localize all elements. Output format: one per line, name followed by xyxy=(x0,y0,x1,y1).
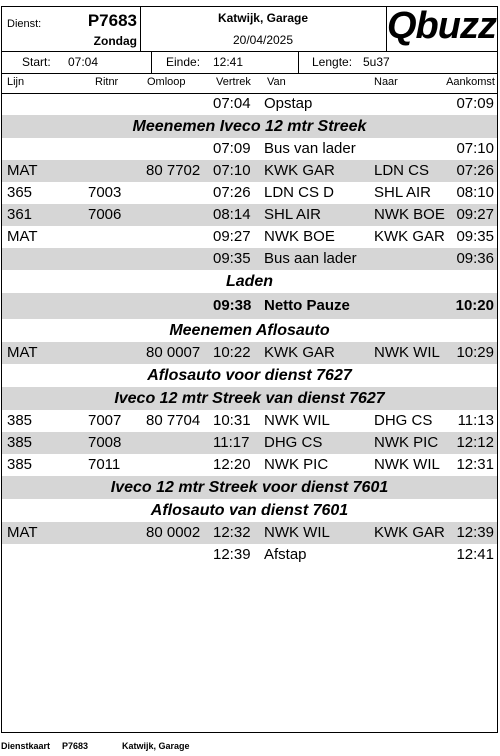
footer-card-label: Dienstkaart xyxy=(1,741,51,751)
qbuzz-logo: Qbuzz xyxy=(387,5,496,47)
section-heading: Meenemen Iveco 12 mtr Streek xyxy=(2,115,497,138)
cell-departure: 10:22 xyxy=(213,344,251,361)
section-heading: Meenemen Aflosauto xyxy=(169,322,330,339)
cell-arrival: 10:20 xyxy=(455,297,494,314)
footer-location: Katwijk, Garage xyxy=(122,741,190,751)
cell-departure: 10:31 xyxy=(213,412,251,429)
cell-departure: 07:10 xyxy=(213,162,251,179)
cell-departure: 12:39 xyxy=(213,546,251,563)
trip-row xyxy=(2,160,497,182)
cell-arrival: 12:39 xyxy=(456,524,494,541)
cell-to: KWK GAR xyxy=(374,524,445,541)
trip-row xyxy=(2,248,497,270)
cell-to: SHL AIR xyxy=(374,184,431,201)
cell-arrival: 09:27 xyxy=(456,206,494,223)
trip-row xyxy=(2,522,497,544)
cell-from: Bus van lader xyxy=(264,140,356,157)
cell-arrival: 07:10 xyxy=(456,140,494,157)
col-trip: Ritnr xyxy=(95,76,119,88)
cell-departure: 11:17 xyxy=(213,434,250,451)
cell-from: NWK PIC xyxy=(264,456,329,473)
cell-from: KWK GAR xyxy=(264,162,335,179)
card-header xyxy=(2,7,497,52)
cell-to: NWK WIL xyxy=(374,456,440,473)
section-heading: Laden xyxy=(225,273,274,290)
cell-departure: 09:35 xyxy=(213,250,251,267)
cell-arrival: 09:36 xyxy=(456,250,494,267)
cell-line: 361 xyxy=(7,206,33,223)
date: 20/04/2025 xyxy=(232,33,294,47)
cell-arrival: 09:35 xyxy=(456,228,494,245)
section-heading: Aflosauto voor dienst 7627 xyxy=(147,367,352,384)
trip-row xyxy=(2,138,497,160)
cell-line: MAT xyxy=(7,524,38,541)
cell-trip: 7003 xyxy=(88,184,122,201)
duty-number: P7683 xyxy=(87,11,137,30)
cell-arrival: 12:41 xyxy=(456,546,494,563)
trip-row xyxy=(2,544,497,566)
end-label: Einde: xyxy=(166,55,201,69)
cell-to: KWK GAR xyxy=(374,228,445,245)
cell-arrival: 10:29 xyxy=(456,344,494,361)
trip-row xyxy=(2,182,497,204)
cell-line: MAT xyxy=(7,344,38,361)
duty-cell xyxy=(2,7,141,51)
trip-list xyxy=(2,93,497,566)
cell-block: 80 7704 xyxy=(146,412,201,429)
column-header xyxy=(2,73,497,94)
cell-block: 80 0007 xyxy=(146,344,201,361)
day-name: Zondag xyxy=(93,34,137,48)
cell-arrival: 07:26 xyxy=(456,162,494,179)
col-line: Lijn xyxy=(7,76,25,88)
col-from: Van xyxy=(267,76,286,88)
trip-row xyxy=(2,454,497,476)
section-heading: Aflosauto van dienst 7601 xyxy=(150,502,349,519)
trip-row xyxy=(2,226,497,248)
col-to: Naar xyxy=(374,76,398,88)
cell-to: NWK WIL xyxy=(374,344,440,361)
cell-from: NWK WIL xyxy=(264,412,330,429)
cell-from: Opstap xyxy=(264,95,313,112)
location: Katwijk, Garage xyxy=(217,11,309,25)
section-heading: Iveco 12 mtr Streek voor dienst 7601 xyxy=(2,476,497,499)
cell-to: NWK PIC xyxy=(374,434,439,451)
start-time: 07:04 xyxy=(68,55,99,69)
cell-departure: 12:20 xyxy=(213,456,251,473)
cell-arrival: 12:31 xyxy=(456,456,494,473)
pause-row xyxy=(2,293,497,319)
cell-departure: 07:04 xyxy=(213,95,251,112)
col-block: Omloop xyxy=(147,76,186,88)
cell-line: MAT xyxy=(7,162,38,179)
cell-arrival: 08:10 xyxy=(456,184,494,201)
cell-trip: 7011 xyxy=(88,456,121,473)
cell-line: 365 xyxy=(7,184,33,201)
cell-from: SHL AIR xyxy=(264,206,321,223)
cell-departure: 07:26 xyxy=(213,184,251,201)
cell-to: LDN CS xyxy=(374,162,430,179)
cell-departure: 12:32 xyxy=(213,524,251,541)
cell-trip: 7007 xyxy=(88,412,122,429)
length-value: 5u37 xyxy=(363,55,390,69)
cell-arrival: 07:09 xyxy=(456,95,494,112)
cell-departure: 07:09 xyxy=(213,140,251,157)
col-arrival: Aankomst xyxy=(446,76,495,88)
end-time: 12:41 xyxy=(213,55,244,69)
cell-from: NWK WIL xyxy=(264,524,330,541)
cell-departure: 09:27 xyxy=(213,228,251,245)
cell-from: LDN CS D xyxy=(264,184,335,201)
cell-from: DHG CS xyxy=(264,434,323,451)
duty-card xyxy=(1,6,498,733)
divider xyxy=(151,51,152,73)
cell-to: NWK BOE xyxy=(374,206,445,223)
cell-line: 385 xyxy=(7,434,33,451)
cell-line: 385 xyxy=(7,456,33,473)
divider xyxy=(298,51,299,73)
trip-row xyxy=(2,342,497,364)
cell-line: 385 xyxy=(7,412,33,429)
trip-row xyxy=(2,204,497,226)
logo-cell xyxy=(386,7,497,51)
cell-block: 80 0002 xyxy=(146,524,201,541)
cell-from: KWK GAR xyxy=(264,344,335,361)
cell-arrival: 12:12 xyxy=(456,434,494,451)
cell-trip: 7006 xyxy=(88,206,122,223)
length-label: Lengte: xyxy=(312,55,353,69)
cell-from: NWK BOE xyxy=(264,228,335,245)
cell-to: DHG CS xyxy=(374,412,433,429)
trip-row xyxy=(2,432,497,454)
trip-row xyxy=(2,93,497,115)
cell-trip: 7008 xyxy=(88,434,122,451)
cell-departure: 08:14 xyxy=(213,206,251,223)
col-departure: Vertrek xyxy=(216,76,251,88)
duty-label: Dienst: xyxy=(7,18,42,30)
section-heading: Iveco 12 mtr Streek van dienst 7627 xyxy=(2,387,497,410)
location-cell xyxy=(140,7,387,51)
cell-line: MAT xyxy=(7,228,38,245)
footer-duty: P7683 xyxy=(62,741,89,751)
times-bar xyxy=(2,51,497,74)
trip-row xyxy=(2,410,497,432)
cell-arrival: 11:13 xyxy=(457,412,494,429)
start-label: Start: xyxy=(22,55,51,69)
cell-block: 80 7702 xyxy=(146,162,201,179)
cell-departure: 09:38 xyxy=(213,297,252,314)
cell-from: Bus aan lader xyxy=(264,250,357,267)
cell-from: Afstap xyxy=(264,546,307,563)
cell-from: Netto Pauze xyxy=(264,297,350,314)
